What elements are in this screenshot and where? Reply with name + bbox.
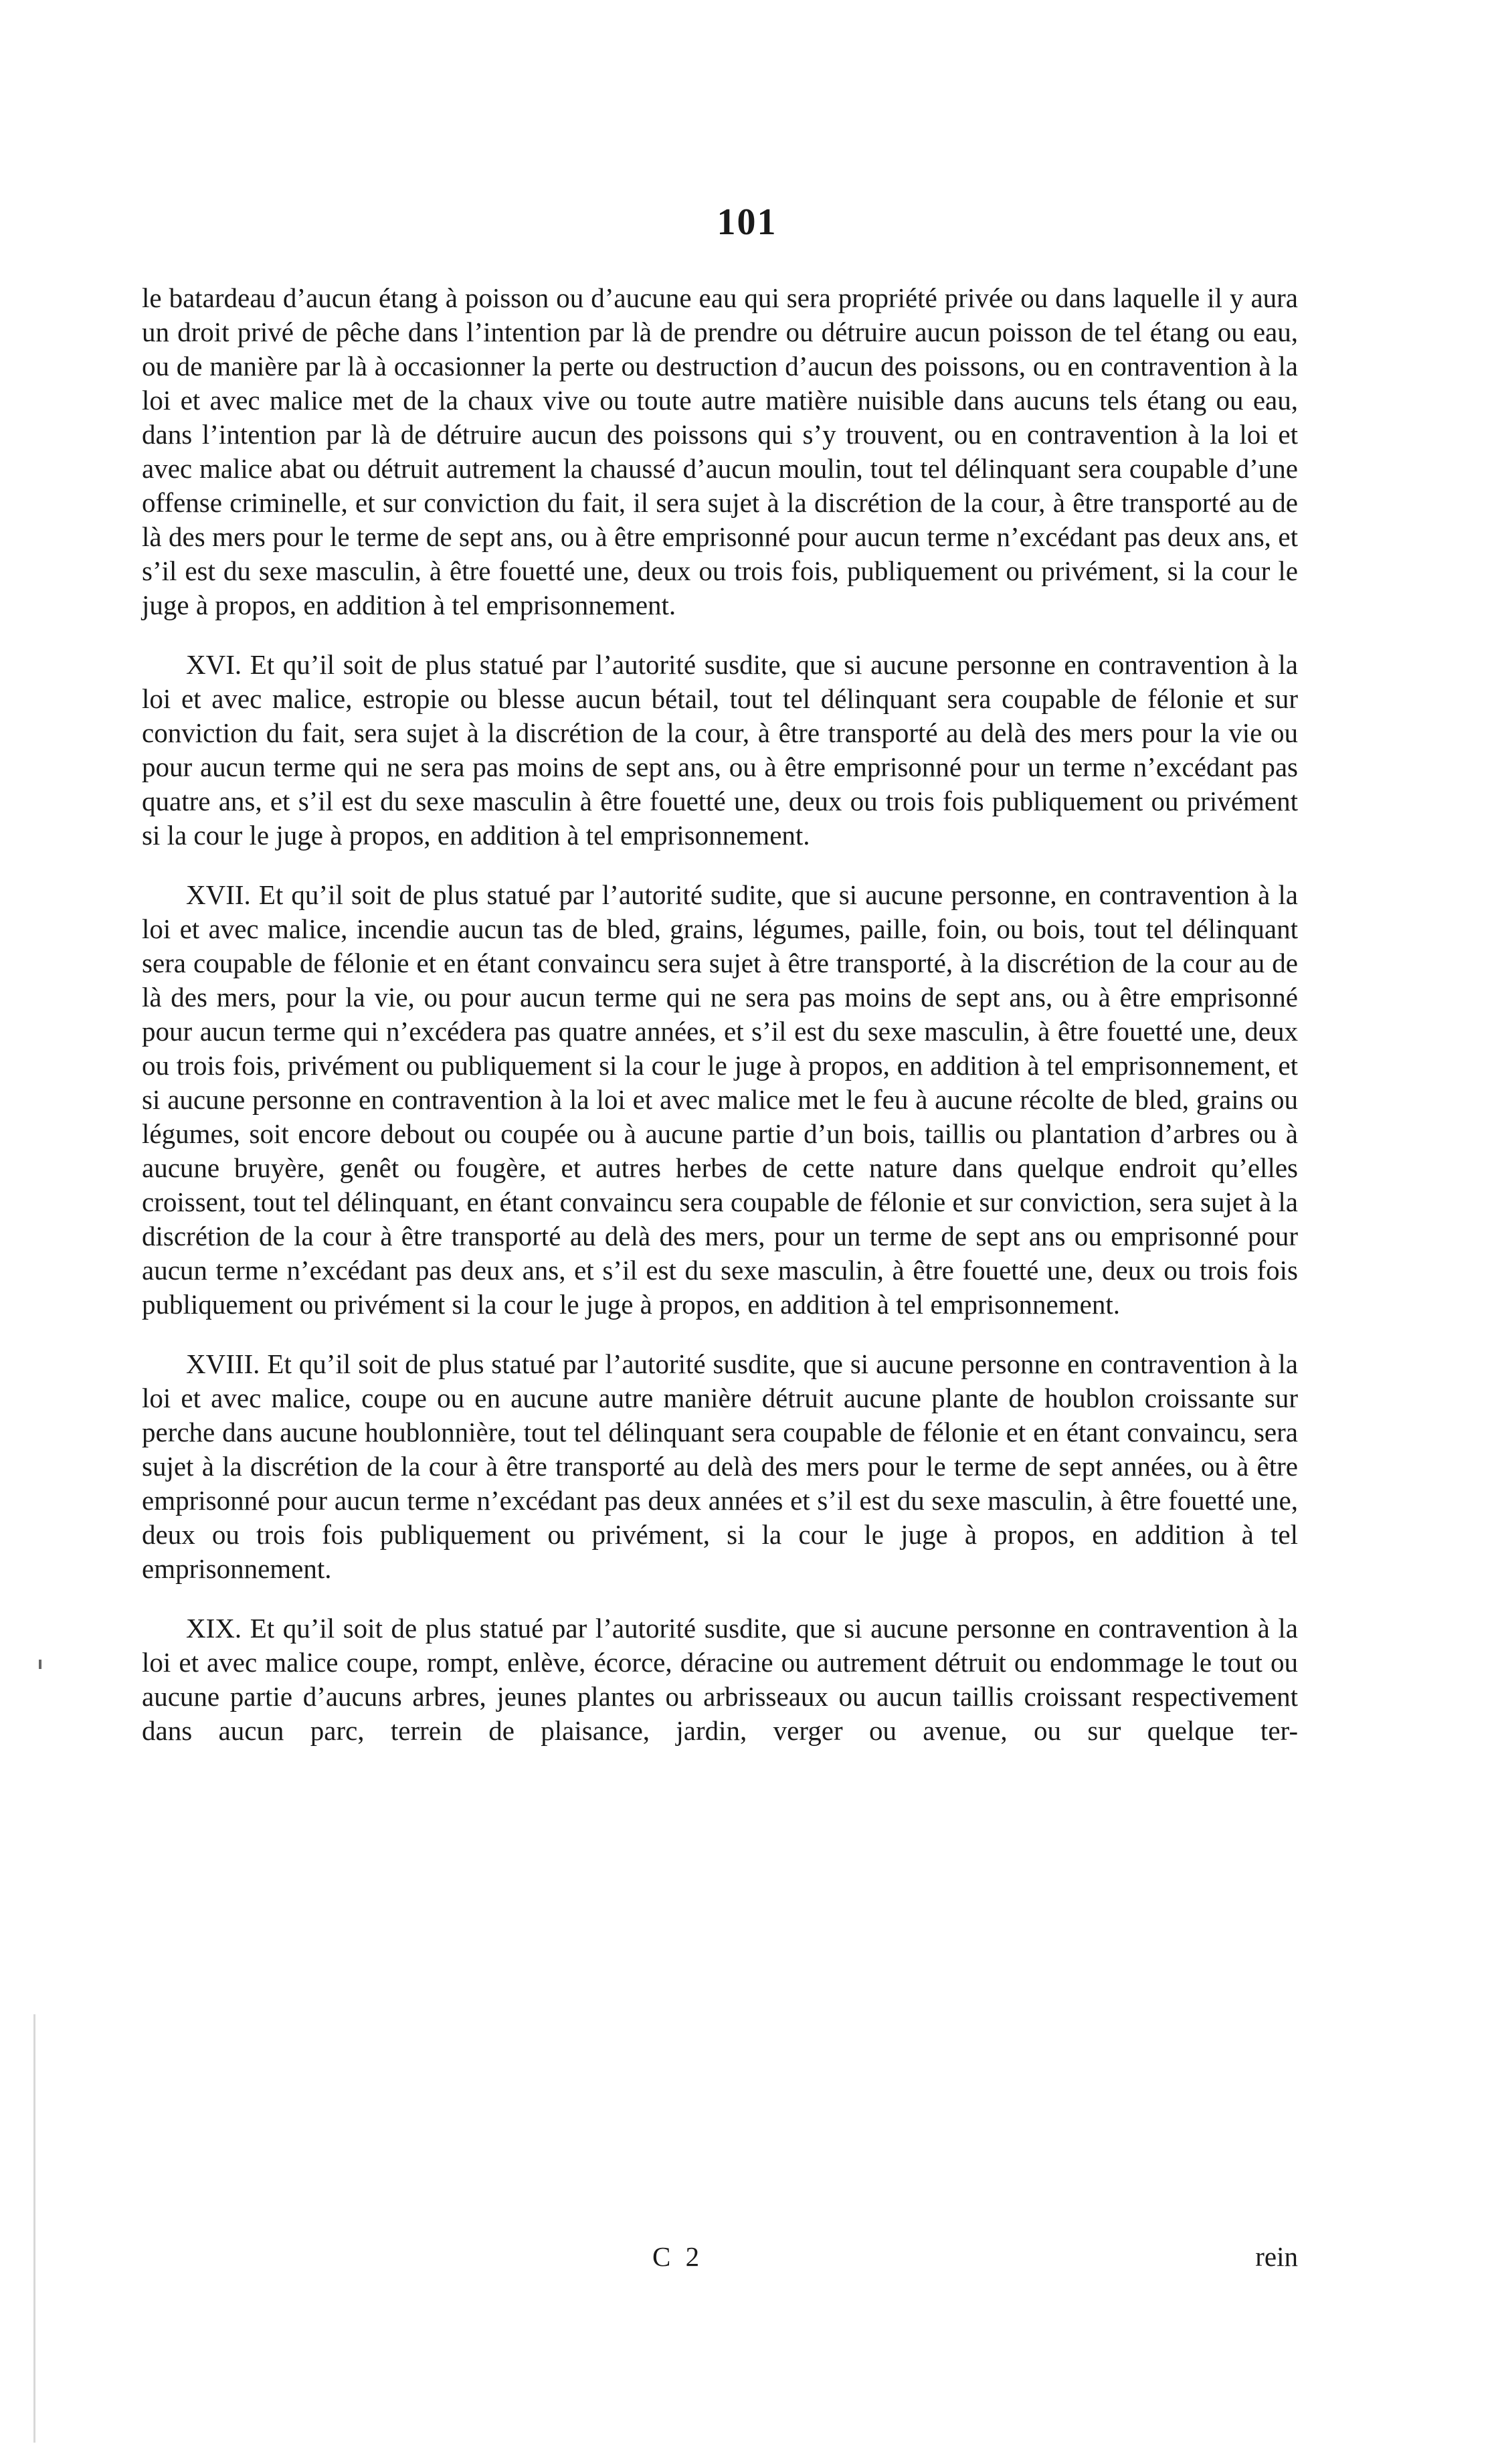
page-body xyxy=(142,281,1298,1748)
signature-mark: C 2 xyxy=(652,2241,704,2272)
margin-speck xyxy=(39,1660,41,1669)
scan-edge-line xyxy=(33,2014,35,2443)
paragraph-section-xvi: XVI. Et qu’il soit de plus statué par l’autorité susdite, que si aucune personne en contravention à la loi et avec malice, estropie ou blesse aucun bétail, tout tel délinquant sera coupable de félonie et sur conviction du fait, sera sujet à la discrétion de la cour, à être transporté au delà des mers pour la vie ou pour aucun terme qui ne sera pas moins de sept ans, ou à être emprisonné pour un terme n’excédant pas quatre ans, et s’il est du sexe masculin à être fouetté une, deux ou trois fois publiquement ou privément si la cour le juge à propos, en addition à tel emprisonnement. xyxy=(142,649,1298,851)
paragraph-section-xix: XIX. Et qu’il soit de plus statué par l’autorité susdite, que si aucune personne en contravention à la loi et avec malice coupe, rompt, enlève, écorce, déracine ou autrement détruit ou endommage le tout ou aucune partie d’aucuns arbres, jeunes plantes ou arbrisseaux ou aucun taillis croissant respectivement dans aucun parc, terrein de plaisance, jardin, verger ou avenue, ou sur quelque ter- xyxy=(142,1613,1298,1746)
paragraph-section-xvii: XVII. Et qu’il soit de plus statué par l’autorité sudite, que si aucune personne, en contravention à la loi et avec malice, incendie aucun tas de bled, grains, légumes, paille, foin, ou bois, tout tel délinquant sera coupable de félonie et en étant convaincu sera sujet à être transporté, à la discrétion de la cour au de là des mers, pour la vie, ou pour aucun terme qui ne sera pas moins de sept ans, ou à être emprisonné pour aucun terme qui n’excédera pas quatre années, et s’il est du sexe masculin, à être fouetté une, deux ou trois fois, privément ou publiquement si la cour le juge à propos, en addition à tel emprisonnement, et si aucune personne en contravention à la loi et avec malice met le feu à aucune récolte de bled, grains ou légumes, soit encore debout ou coupée ou à aucune partie d’un bois, taillis ou plantation d’arbres ou à aucune bruyère, genêt ou fougère, et autres herbes de cette nature dans quelque endroit qu’elles croissent, tout tel délinquant, en étant convaincu sera coupable de félonie et sur conviction, sera sujet à la discrétion de la cour à être transporté au delà des mers, pour un terme de sept ans ou emprisonné pour aucun terme n’excédant pas deux ans, et s’il est du sexe masculin, à être fouetté une, deux ou trois fois publiquement ou privément si la cour le juge à propos, en addition à tel emprisonnement. xyxy=(142,879,1298,1320)
catchword: rein xyxy=(1255,2241,1298,2272)
paragraph-continuation: le batardeau d’aucun étang à poisson ou d’aucune eau qui sera propriété privée ou dans laquelle il y aura un droit privé de pêche dans l’intention par là de prendre ou détruire aucun poisson de tel étang ou eau, ou de manière par là à occasionner la perte ou destruction d’aucun des poissons, ou en contravention à la loi et avec malice met de la chaux vive ou toute autre matière nuisible dans aucuns tels étang ou eau, dans l’intention par là de détruire aucun des poissons qui s’y trouvent, ou en contravention à la loi et avec malice abat ou détruit autrement la chaussé d’aucun moulin, tout tel délinquant sera coupable d’une offense criminelle, et sur conviction du fait, il sera sujet à la discrétion de la cour, à être transporté au de là des mers pour le terme de sept ans, ou à être emprisonné pour aucun terme n’excédant pas deux ans, et s’il est du sexe masculin, à être fouetté une, deux ou trois fois, publiquement ou privément, si la cour le juge à propos, en addition à tel emprisonnement. xyxy=(142,282,1298,620)
paragraph-section-xviii: XVIII. Et qu’il soit de plus statué par l’autorité susdite, que si aucune personne en contravention à la loi et avec malice, coupe ou en aucune autre manière détruit aucune plante de houblon croissante sur perche dans aucune houblonnière, tout tel délinquant sera coupable de félonie et en étant convaincu, sera sujet à la discrétion de la cour à être transporté au delà des mers pour le terme de sept années, ou à être emprisonné pour aucun terme n’excédant pas deux années et s’il est du sexe masculin, à être fouetté une, deux ou trois fois publiquement ou privément, si la cour le juge à propos, en addition à tel emprisonnement. xyxy=(142,1348,1298,1584)
page-number: 101 xyxy=(717,201,777,243)
